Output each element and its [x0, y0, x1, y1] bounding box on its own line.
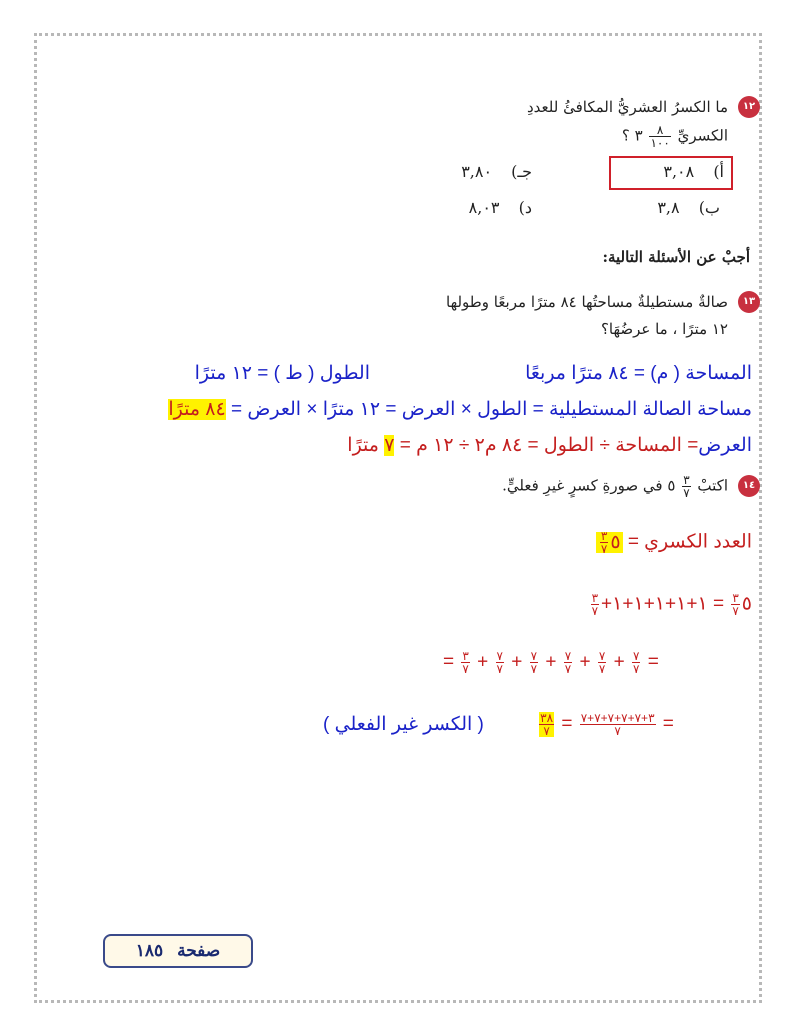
option-d[interactable]: [469, 198, 532, 217]
option-c[interactable]: [461, 162, 532, 181]
ones-whole: ٥: [741, 593, 752, 615]
q14-prompt-whole: ٥: [667, 476, 676, 495]
ones-end-num: ٣: [591, 591, 599, 605]
q12-fraction: [649, 124, 670, 149]
sum-frac-3-den: ٧: [462, 662, 469, 676]
sum-frac-7b-num: ٧: [530, 649, 538, 663]
mixed-frac-den: ٧: [600, 542, 608, 556]
ones-frac-den: ٧: [732, 604, 739, 618]
q14-prompt-fraction: [682, 474, 690, 499]
ones-fraction-end: [591, 592, 599, 617]
width-label: العرض: [698, 435, 752, 456]
improper-result-line: ( الكسر غير الفعلي ) $\frac{٣٨}{٧}$ = $\frac{٣+٧+٧+٧+٧+٧}{٧}$ =: [323, 711, 674, 738]
q12-line2-prefix: الكسريِّ: [677, 126, 728, 145]
q12-qmark: ؟: [621, 126, 630, 145]
combined-den: ٧: [580, 724, 656, 737]
sum-frac-7e-num: ٧: [633, 649, 640, 663]
q14-prompt-a: اكتبْ: [697, 476, 728, 495]
mixed-frac-num: ٣: [600, 529, 608, 543]
improper-combined: [580, 712, 656, 737]
page-label: صفحة: [177, 941, 221, 961]
sum-frac-3-num: ٣: [462, 649, 469, 663]
sum-frac-7c-den: ٧: [564, 662, 572, 676]
combined-num: ٣+٧+٧+٧+٧+٧: [580, 711, 655, 725]
improper-num: ٣٨: [540, 711, 554, 725]
mixed-number-highlight: [596, 529, 623, 556]
given-length: الطول ( ط ) = ١٢ مترًا: [194, 363, 370, 384]
mixed-label: العدد الكسري =: [627, 531, 752, 553]
ones-end-den: ٧: [591, 604, 599, 618]
improper-den: ٧: [539, 724, 554, 737]
sum-frac-7e-den: ٧: [633, 662, 640, 676]
sum-frac-7b-den: ٧: [530, 662, 538, 676]
q14-prompt: [502, 474, 728, 499]
option-d-value: ٨,٠٣: [468, 198, 500, 217]
width-result: ٧: [384, 435, 395, 456]
given-area: المساحة ( م) = ٨٤ مترًا مربعًا: [525, 363, 752, 384]
ones-sum-line: [589, 592, 752, 617]
ones-fraction: [731, 592, 739, 617]
question-number-13: ١٣: [738, 291, 760, 313]
sum-frac-7a-num: ٧: [496, 649, 503, 663]
mixed-whole: ٥: [610, 531, 621, 553]
area-equation-text: مساحة الصالة المستطيلية = الطول × العرض = ١٢ مترًا × العرض =: [225, 399, 752, 420]
option-b[interactable]: [657, 198, 720, 217]
option-c-value: ٣,٨٠: [461, 162, 493, 181]
section-heading: أجبْ عن الأسئلة التالية:: [602, 248, 750, 266]
sevenths-sum-line: = $\frac{٣}{٧}$ + $\frac{٧}{٧}$ + $\frac{٧}{٧}$ + $\frac{٧}{٧}$ + $\frac{٧}{٧}$ + $\frac{٧}{٧}$ =: [443, 649, 659, 676]
page-number: ١٨٥: [135, 941, 164, 961]
q12-frac-den: ١٠٠: [650, 136, 670, 150]
sum-frac-7c-num: ٧: [564, 649, 572, 663]
q12-line1: ما الكسرُ العشريُّ المكافئُ للعددِ: [527, 98, 728, 116]
width-eq-text: = المساحة ÷ الطول = ٨٤ م٢ ÷ ١٢ م =: [394, 435, 699, 456]
improper-fraction-highlight: [539, 712, 554, 737]
q12-line2: [622, 124, 728, 149]
ones-sum: = ١+١+١+١+١+: [601, 593, 725, 615]
q12-frac-num: ٨: [656, 123, 664, 137]
width-unit: مترًا: [347, 435, 385, 456]
sum-frac-7a-den: ٧: [496, 662, 503, 676]
q13-line2: ١٢ مترًا ، ما عرضُهَا؟: [600, 320, 728, 338]
area-equation-highlight: ٨٤ مترًا: [168, 399, 226, 420]
option-b-value: ٣,٨: [657, 198, 680, 217]
q13-line1: صالةٌ مستطيلةٌ مساحتُها ٨٤ مترًا مربعًا وطولها: [446, 293, 728, 311]
question-number-14: ١٤: [738, 475, 760, 497]
q14-prompt-frac-num: ٣: [683, 473, 690, 487]
mixed-number-line: [596, 530, 752, 555]
sum-frac-7d-num: ٧: [598, 649, 606, 663]
option-a-letter: أ): [713, 162, 724, 181]
improper-label: ( الكسر غير الفعلي ): [323, 713, 484, 735]
q12-whole: ٣: [634, 126, 643, 145]
option-a[interactable]: [663, 162, 724, 181]
area-equation: [168, 398, 752, 421]
width-equation: [347, 434, 752, 457]
page-number-badge: [103, 934, 253, 968]
option-c-letter: جـ): [511, 162, 532, 181]
question-number-12: ١٢: [738, 96, 760, 118]
q14-prompt-b: في صورةِ كسرٍ غيرِ فعليٍّ.: [502, 476, 663, 495]
sum-frac-7d-den: ٧: [598, 662, 606, 676]
option-a-value: ٣,٠٨: [663, 162, 695, 181]
q14-prompt-frac-den: ٧: [683, 486, 690, 500]
ones-frac-num: ٣: [732, 591, 739, 605]
mixed-fraction: [600, 530, 608, 555]
option-d-letter: د): [518, 198, 532, 217]
option-b-letter: ب): [698, 198, 720, 217]
